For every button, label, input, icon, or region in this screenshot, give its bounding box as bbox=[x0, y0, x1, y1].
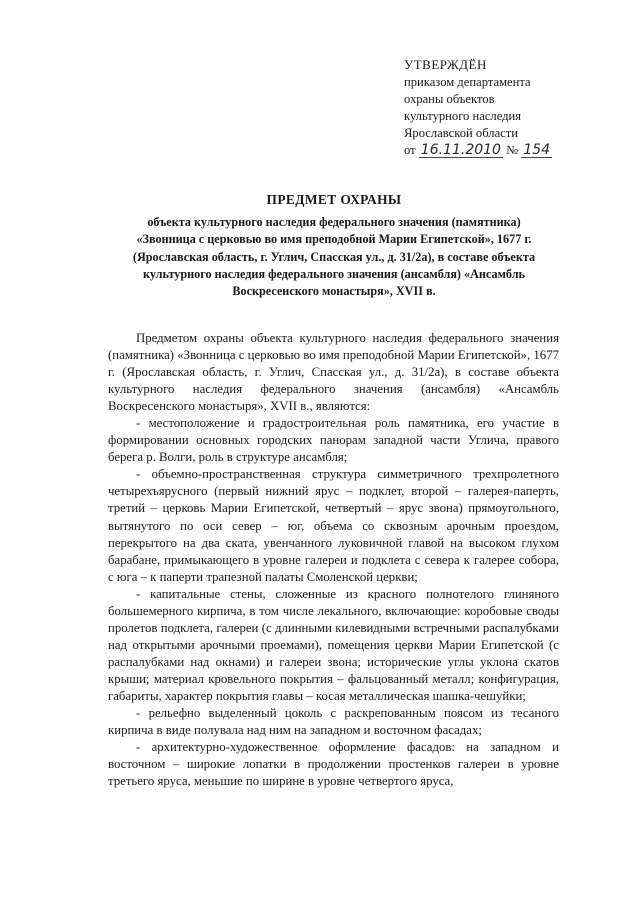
list-item: - архитектурно-художественное оформление фасадов: на западном и восточном – широкие лопатки в продолжении простенков галереи в уровне третьего яруса, меньшие по ширине в уровне четвертого яруса, bbox=[108, 740, 559, 789]
approval-stamp bbox=[404, 56, 552, 159]
approval-title: УТВЕРЖДЁН bbox=[404, 57, 487, 72]
approval-line: Ярославской области bbox=[404, 126, 518, 140]
subtitle-line: культурного наследия федерального значения (ансамбля) «Ансамбль bbox=[143, 266, 525, 281]
list-item: - капитальные стены, сложенные из красного полнотелого глиняного большемерного кирпича, в том числе лекального, включающие: коробовые своды пролетов подклета, галереи (с длинными килевидными встречными распалубками над открытыми арочными проемами), помещения церкви Марии Египетской (с распалубками над окнами) и галереи звона; исторические углы уклона скатов крыши; материал кровельного покрытия – фальцованный металл; конфигурация, габариты, характер покрытия главы – косая металлическая шашка-чешуйки; bbox=[108, 586, 559, 703]
document-subtitle bbox=[100, 214, 568, 300]
number-prefix: № bbox=[506, 143, 519, 157]
subtitle-line: объекта культурного наследия федерального значения (памятника) bbox=[147, 215, 521, 229]
handwritten-number: 154 bbox=[523, 142, 551, 158]
intro-paragraph: Предметом охраны объекта культурного наследия федерального значения (памятника) «Звонница с церковью во имя преподобной Марии Египетской», 1677 г. (Ярославская область, г. Углич, Спасская ул., д. 31/2а), в составе объекта культурного наследия федерального значения (ансамбля) «Ансамбль Воскресенского монастыря», XVII в., являются: bbox=[108, 331, 559, 414]
subtitle-line: Воскресенского монастыря», XVII в. bbox=[232, 284, 436, 299]
approval-line: приказом департамента bbox=[404, 75, 531, 89]
approval-date-line bbox=[404, 142, 552, 159]
approval-line: охраны объектов bbox=[404, 92, 495, 106]
date-prefix: от bbox=[404, 143, 416, 157]
list-item: - рельефно выделенный цоколь с раскрепованным поясом из тесаного кирпича в виде полувала над ним на западном и восточном фасадах; bbox=[108, 706, 559, 738]
document-title: ПРЕДМЕТ ОХРАНЫ bbox=[266, 192, 402, 207]
document-heading bbox=[100, 192, 568, 300]
document-body bbox=[108, 330, 559, 790]
subtitle-line: «Звонница с церковью во имя преподобной Марии Египетской», 1677 г. bbox=[136, 232, 532, 247]
approval-line: культурного наследия bbox=[404, 109, 522, 123]
list-item: - местоположение и градостроительная роль памятника, его участие в формировании основных городских панорам западной части Углича, правого берега р. Волги, роль в структуре ансамбля; bbox=[108, 416, 559, 465]
handwritten-date: 16.11.2010 bbox=[420, 142, 501, 158]
subtitle-line: (Ярославская область, г. Углич, Спасская ул., д. 31/2а), в составе объекта bbox=[132, 249, 536, 264]
list-item: - объемно-пространственная структура симметричного трехпролетного четырехъярусного (первый нижний ярус – подклет, второй – галерея-паперть, третий – церковь Марии Египетской, четвертый – ярус звона) прямоугольного, вытянутого по оси север – юг, объема со сквозным арочным проездом, перекрытого на два ската, увенчанного луковичной главой на высоком глухом барабане, примыкающего в уровне галереи и подклета с севера к галерее собора, с юга – к паперти трапезной палаты Смоленской церкви; bbox=[108, 467, 559, 584]
